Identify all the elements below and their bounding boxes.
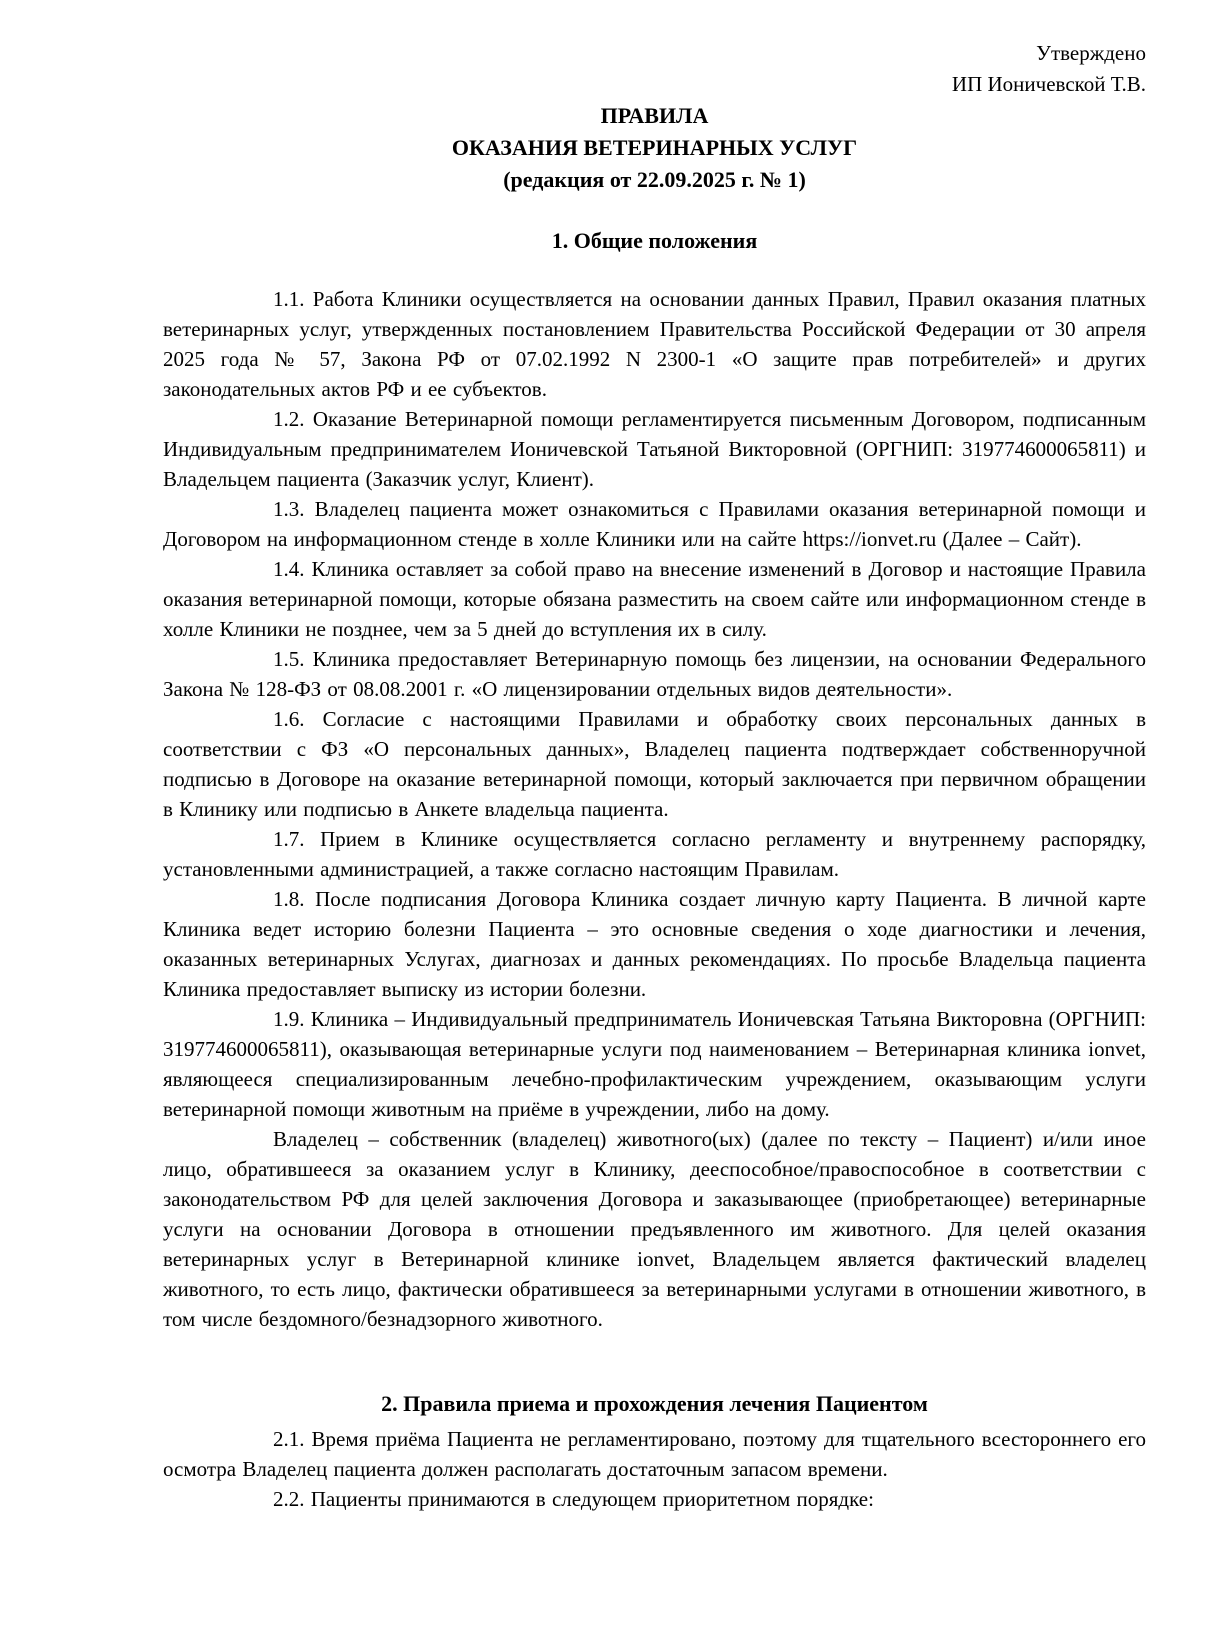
paragraph-1-1: 1.1. Работа Клиники осуществляется на основании данных Правил, Правил оказания платных ветеринарных услуг, утвержденных постановлением Правительства Российской Федерации от 30 апреля 2025 года № 57, Закона РФ от 07.02.1992 N 2300-1 «О защите прав потребителей» и других законодательных актов РФ и ее субъектов. [163,287,1146,401]
document-title-block [163,100,1146,196]
paragraph-2-2: 2.2. Пациенты принимаются в следующем приоритетном порядке: [273,1487,874,1511]
paragraph-1-2: 1.2. Оказание Ветеринарной помощи регламентируется письменным Договором, подписанным Индивидуальным предпринимателем Ионичевской Татьяной Викторовной (ОРГНИП: 319774600065811) и Владельцем пациента (Заказчик услуг, Клиент). [163,407,1146,491]
paragraph-1-6: 1.6. Согласие с настоящими Правилами и обработку своих персональных данных в соответствии с ФЗ «О персональных данных», Владелец пациента подтверждает собственноручной подписью в Договоре на оказание ветеринарной помощи, который заключается при первичном обращении в Клинику или подписью в Анкете владельца пациента. [163,707,1146,821]
paragraph-1-9: 1.9. Клиника – Индивидуальный предприниматель Ионичевская Татьяна Викторовна (ОРГНИП: 319774600065811), оказывающая ветеринарные услуги под наименованием – Ветеринарная клиника ionvet, являющееся специализированным лечебно-профилактическим учреждением, оказывающим услуги ветеринарной помощи животным на приёме в учреждении, либо на дому. [163,1007,1146,1121]
section-1-heading: 1. Общие положения [551,228,758,253]
title-line-1: ПРАВИЛА [600,103,709,128]
paragraph-1-5: 1.5. Клиника предоставляет Ветеринарную помощь без лицензии, на основании Федерального Закона № 128-ФЗ от 08.08.2001 г. «О лицензировании отдельных видов деятельности». [163,647,1146,701]
paragraph-owner-definition: Владелец – собственник (владелец) животного(ых) (далее по тексту – Пациент) и/или иное лицо, обратившееся за оказанием услуг в Клинику, дееспособное/правоспособное в соответствии с законодательством РФ для целей заключения Договора и заказывающее (приобретающее) ветеринарные услуги на основании Договора в отношении предъявленного им животного. Для целей оказания ветеринарных услуг в Ветеринарной клинике ionvet, Владельцем является фактический владелец животного, то есть лицо, фактически обратившееся за ветеринарными услугами в отношении животного, в том числе бездомного/безнадзорного животного. [163,1127,1146,1331]
title-line-2: ОКАЗАНИЯ ВЕТЕРИНАРНЫХ УСЛУГ [451,135,858,160]
paragraph-1-7: 1.7. Прием в Клинике осуществляется согласно регламенту и внутреннему распорядку, установленными администрацией, а также согласно настоящим Правилам. [163,827,1146,881]
paragraph-1-4: 1.4. Клиника оставляет за собой право на внесение изменений в Договор и настоящие Правила оказания ветеринарной помощи, которые обязана разместить на своем сайте или информационном стенде в холле Клиники не позднее, чем за 5 дней до вступления их в силу. [163,557,1146,641]
paragraph-1-3: 1.3. Владелец пациента может ознакомиться с Правилами оказания ветеринарной помощи и Договором на информационном стенде в холле Клиники или на сайте https://ionvet.ru (Далее – Сайт). [163,497,1146,551]
section-2-body [163,1424,1146,1514]
approval-label: Утверждено [1036,41,1146,65]
paragraph-2-1: 2.1. Время приёма Пациента не регламентировано, поэтому для тщательного всестороннего его осмотра Владелец пациента должен располагать достаточным запасом времени. [163,1427,1146,1481]
section-1-body [163,284,1146,1334]
approval-block [163,38,1146,100]
section-2-heading: 2. Правила приема и прохождения лечения Пациентом [381,1391,928,1416]
approver-name: ИП Ионичевской Т.В. [951,72,1146,96]
paragraph-1-8: 1.8. После подписания Договора Клиника создает личную карту Пациента. В личной карте Клиника ведет историю болезни Пациента – это основные сведения о ходе диагностики и лечения, оказанных ветеринарных Услугах, диагнозах и данных рекомендациях. По просьбе Владельца пациента Клиника предоставляет выписку из истории болезни. [163,887,1146,1001]
title-line-3: (редакция от 22.09.2025 г. № 1) [503,167,806,192]
